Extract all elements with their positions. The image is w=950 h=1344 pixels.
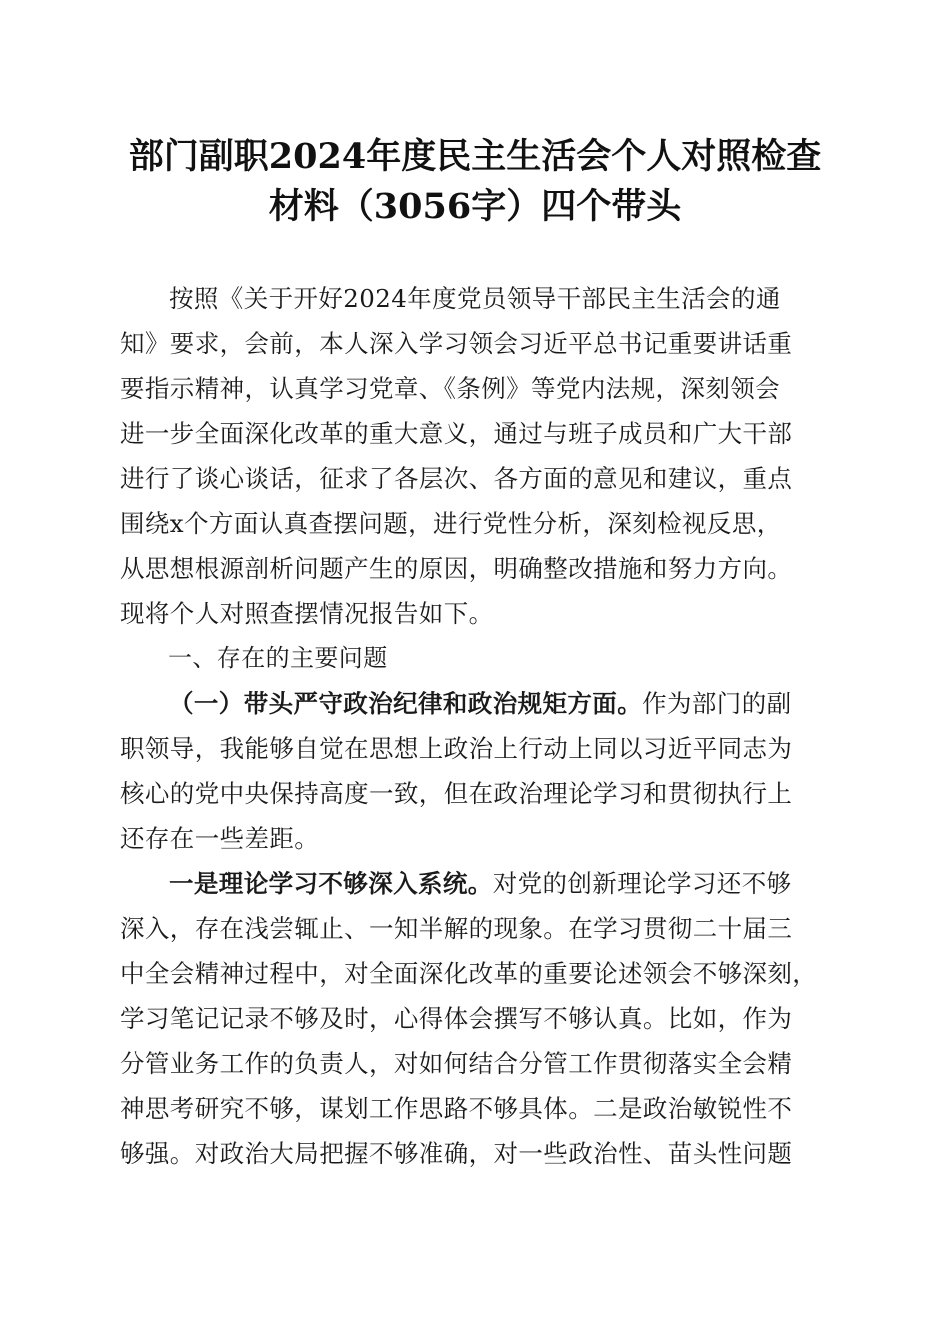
point-heading: 一是理论学习不够深入系统。 — [169, 869, 493, 898]
subsection-first-line — [120, 681, 832, 726]
subsection-line: 核心的党中央保持高度一致，但在政治理论学习和贯彻执行上 — [120, 779, 793, 808]
intro-paragraph — [120, 276, 832, 636]
document-body — [120, 276, 832, 1176]
subsection-paragraph — [120, 681, 832, 861]
subsection-text: 作为部门的副 — [642, 689, 792, 718]
point-line: 深入，存在浅尝辄止、一知半解的现象。在学习贯彻二十届三 — [120, 914, 793, 943]
title-line-1: 部门副职2024年度民主生活会个人对照检查 — [128, 136, 822, 177]
subsection-line: 职领导，我能够自觉在思想上政治上行动上同以习近平同志为 — [120, 734, 793, 763]
subsection-heading: （一）带头严守政治纪律和政治规矩方面。 — [169, 689, 643, 718]
title-line-2: 材料（3056字）四个带头 — [268, 186, 682, 227]
intro-line: 要指示精神，认真学习党章、《条例》等党内法规，深刻领会 — [120, 374, 781, 403]
point-line: 够强。对政治大局把握不够准确，对一些政治性、苗头性问题 — [120, 1139, 793, 1168]
point-text: 对党的创新理论学习还不够 — [492, 869, 792, 898]
intro-line: 按照《关于开好2024年度党员领导干部民主生活会的通 — [169, 284, 781, 313]
intro-line: 现将个人对照查摆情况报告如下。 — [120, 599, 494, 628]
intro-line: 进行了谈心谈话，征求了各层次、各方面的意见和建议，重点 — [120, 464, 793, 493]
intro-line: 知》要求，会前，本人深入学习领会习近平总书记重要讲话重 — [120, 329, 793, 358]
intro-line: 围绕x个方面认真查摆问题，进行党性分析，深刻检视反思， — [120, 509, 782, 538]
intro-line: 从思想根源剖析问题产生的原因，明确整改措施和努力方向。 — [120, 554, 793, 583]
point-line: 神思考研究不够，谋划工作思路不够具体。二是政治敏锐性不 — [120, 1094, 793, 1123]
subsection-line: 还存在一些差距。 — [120, 824, 320, 853]
point-line: 中全会精神过程中，对全面深化改革的重要论述领会不够深刻， — [120, 959, 818, 988]
point-paragraph — [120, 861, 832, 1176]
point-first-line — [120, 861, 832, 906]
intro-line: 进一步全面深化改革的重大意义，通过与班子成员和广大干部 — [120, 419, 793, 448]
document-title — [100, 132, 850, 232]
section-heading: 一、存在的主要问题 — [168, 644, 388, 672]
point-line: 学习笔记记录不够及时，心得体会撰写不够认真。比如，作为 — [120, 1004, 793, 1033]
point-line: 分管业务工作的负责人，对如何结合分管工作贯彻落实全会精 — [120, 1049, 793, 1078]
